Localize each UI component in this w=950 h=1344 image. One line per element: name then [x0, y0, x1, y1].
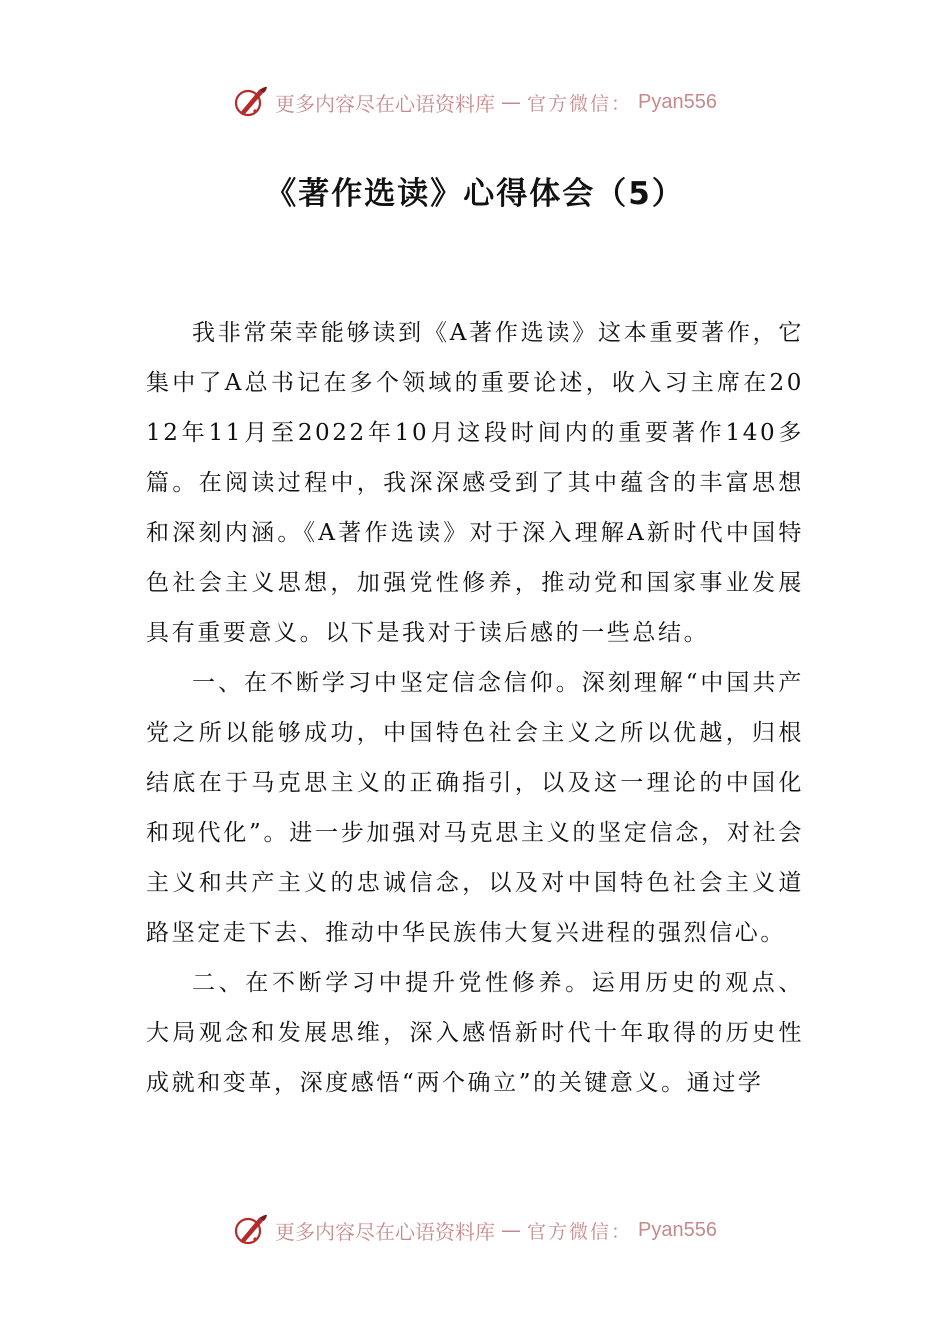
- paragraph-intro: 我非常荣幸能够读到《A著作选读》这本重要著作，它集中了A总书记在多个领域的重要论述，收入习主席在2012年11月至2022年10月这段时间内的重要著作140多篇。在阅读过程中，我深深感受到了其中蕴含的丰富思想和深刻内涵。《A著作选读》对于深入理解A新时代中国特色社会主义思想，加强党性修养，推动党和国家事业发展具有重要意义。以下是我对于读后感的一些总结。: [146, 320, 804, 646]
- watermark-wechat-label: 官方微信：: [527, 92, 633, 115]
- watermark-wechat-id: Pyan556: [638, 1218, 717, 1241]
- quill-circle-logo-icon: [233, 1212, 269, 1248]
- document-body: [146, 308, 804, 1108]
- watermark-banner-bottom: [0, 1210, 950, 1250]
- watermark-wechat-label: 官方微信：: [527, 1220, 633, 1243]
- watermark-wechat-id: Pyan556: [638, 90, 717, 113]
- watermark-site-text: 更多内容尽在心语资料库: [275, 1219, 495, 1244]
- paragraph-section-two: 二、在不断学习中提升党性修养。运用历史的观点、大局观念和发展思维，深入感悟新时代十年取得的历史性成就和变革，深度感悟“两个确立”的关键意义。通过学: [146, 970, 804, 1096]
- watermark-separator: —: [501, 90, 521, 114]
- document-title: 《著作选读》心得体会（5）: [265, 176, 685, 212]
- watermark-site-text: 更多内容尽在心语资料库: [275, 91, 495, 116]
- paragraph-section-one: 一、在不断学习中坚定信念信仰。深刻理解“中国共产党之所以能够成功，中国特色社会主义之所以优越，归根结底在于马克思主义的正确指引，以及这一理论的中国化和现代化”。进一步加强对马克思主义的坚定信念，对社会主义和共产主义的忠诚信念，以及对中国特色社会主义道路坚定走下去、推动中华民族伟大复兴进程的强烈信心。: [146, 670, 804, 946]
- watermark-separator: —: [501, 1218, 521, 1242]
- quill-circle-logo-icon: [233, 84, 269, 120]
- watermark-banner-top: [0, 82, 950, 122]
